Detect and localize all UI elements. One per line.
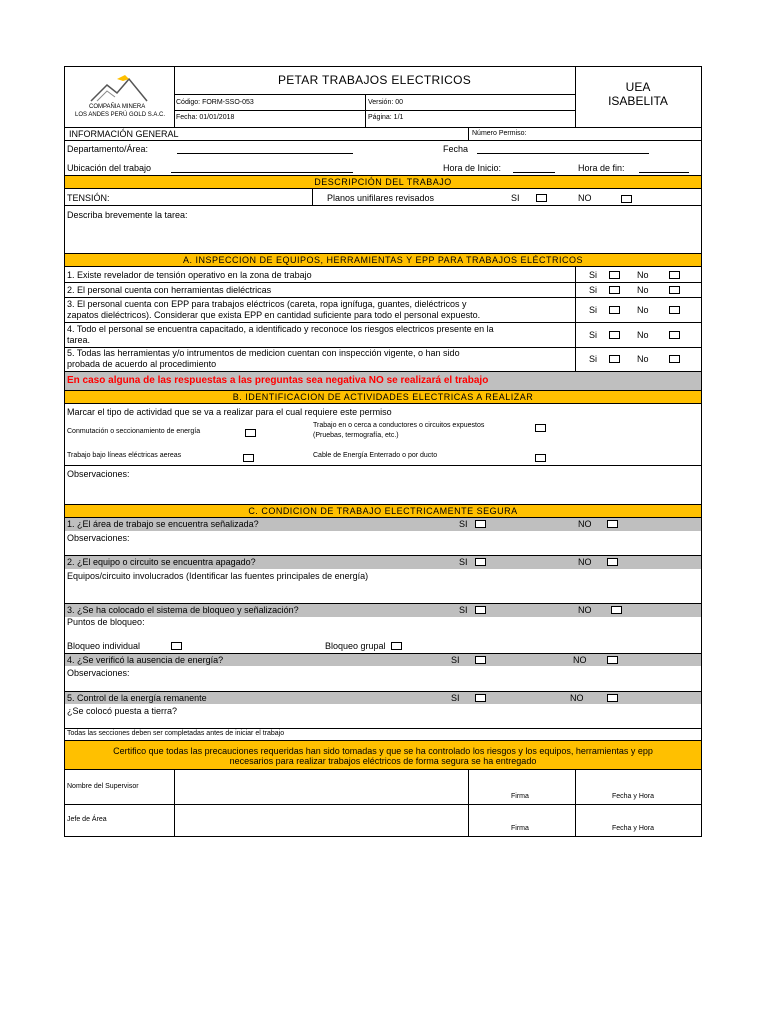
q5-si-checkbox[interactable] bbox=[475, 694, 486, 702]
form-code: Código: FORM-SSO-053 bbox=[176, 99, 254, 106]
group-lockout-checkbox[interactable] bbox=[391, 642, 402, 650]
form-version: Versión: 00 bbox=[368, 99, 404, 106]
supervisor-signature-field[interactable] bbox=[469, 771, 574, 803]
q1-observations-label: Observaciones: bbox=[67, 533, 130, 543]
supervisor-datetime-label: Fecha y Hora bbox=[612, 793, 655, 800]
divider bbox=[65, 205, 701, 206]
activity-buried-cable-label: Cable de Energía Enterrado o por ducto bbox=[313, 452, 438, 459]
item-5-no-label: No bbox=[637, 354, 649, 364]
diagrams-reviewed-label: Planos unifilares revisados bbox=[327, 193, 435, 203]
inspection-item-4: 4. Todo el personal se encuentra capacitado, a identificado y reconoce los riesgos electricos presente en la bbox=[67, 324, 494, 334]
q5-no-label: NO bbox=[570, 693, 584, 703]
supervisor-name-field[interactable] bbox=[175, 771, 467, 803]
q1-si-label: SI bbox=[459, 519, 468, 529]
task-description-field[interactable] bbox=[65, 219, 701, 251]
divider bbox=[468, 127, 469, 140]
area-chief-label: Jefe de Área bbox=[67, 816, 107, 823]
question-1: 1. ¿El área de trabajo se encuentra señalizada? bbox=[67, 519, 259, 529]
inspection-item-3: 3. El personal cuenta con EPP para trabajos eléctricos (careta, ropa ignífuga, guantes, dieléctricos y bbox=[67, 299, 467, 309]
item-1-no-checkbox[interactable] bbox=[669, 271, 680, 279]
general-info-label: INFORMACIÓN GENERAL bbox=[69, 129, 179, 139]
company-logo bbox=[73, 73, 169, 123]
activity-instructions: Marcar el tipo de actividad que se va a realizar para el cual requiere este permiso bbox=[67, 407, 392, 417]
item-4-no-label: No bbox=[637, 330, 649, 340]
q4-si-checkbox[interactable] bbox=[475, 656, 486, 664]
question-3: 3. ¿Se ha colocado el sistema de bloqueo y señalización? bbox=[67, 605, 299, 615]
divider bbox=[65, 282, 701, 283]
supervisor-signature-label: Firma bbox=[511, 793, 529, 800]
certification-band bbox=[65, 740, 701, 770]
warning-row bbox=[65, 372, 701, 390]
item-5-no-checkbox[interactable] bbox=[669, 355, 680, 363]
q2-si-label: SI bbox=[459, 557, 468, 567]
activity-exposed-conductors-sub: (Pruebas, termografía, etc.) bbox=[313, 432, 399, 439]
q4-si-label: SI bbox=[451, 655, 460, 665]
logo-line2: LOS ANDES PERÚ GOLD S.A.C. bbox=[75, 112, 166, 118]
q4-no-checkbox[interactable] bbox=[607, 656, 618, 664]
area-chief-datetime-field[interactable] bbox=[576, 805, 701, 837]
item-4-si-label: Si bbox=[589, 330, 598, 340]
q4-observations-label: Observaciones: bbox=[67, 668, 130, 678]
item-5-si-label: Si bbox=[589, 354, 598, 364]
inspection-item-4-cont: tarea. bbox=[67, 335, 91, 345]
form-date: Fecha: 01/01/2018 bbox=[176, 114, 235, 121]
activity-exposed-conductors-checkbox[interactable] bbox=[535, 424, 546, 432]
q3-si-label: SI bbox=[459, 605, 468, 615]
q1-no-label: NO bbox=[578, 519, 592, 529]
section-c-band: C. CONDICION DE TRABAJO ELECTRICAMENTE SEGURA bbox=[65, 504, 701, 518]
q3-no-label: NO bbox=[578, 605, 592, 615]
divider bbox=[312, 189, 313, 205]
date-label: Fecha bbox=[443, 144, 469, 154]
start-time-label: Hora de Inicio: bbox=[443, 163, 502, 173]
inspection-item-2: 2. El personal cuenta con herramientas dieléctricas bbox=[67, 285, 272, 295]
voltage-label: TENSIÓN: bbox=[67, 193, 110, 203]
start-time-field[interactable] bbox=[513, 172, 555, 173]
department-field[interactable] bbox=[177, 153, 353, 154]
section-a-band: A. INSPECCION DE EQUIPOS, HERRAMIENTAS Y EPP PARA TRABAJOS ELÉCTRICOS bbox=[65, 253, 701, 267]
end-time-label: Hora de fin: bbox=[578, 163, 625, 173]
site-name: ISABELITA bbox=[608, 94, 668, 108]
end-time-field[interactable] bbox=[639, 172, 689, 173]
q2-no-label: NO bbox=[578, 557, 592, 567]
divider bbox=[65, 728, 701, 729]
item-3-si-label: Si bbox=[589, 305, 598, 315]
area-chief-signature-label: Firma bbox=[511, 825, 529, 832]
divider bbox=[65, 297, 701, 298]
form-page: Página: 1/1 bbox=[368, 114, 404, 121]
divider bbox=[65, 465, 701, 466]
form-frame bbox=[64, 66, 702, 837]
q2-no-checkbox[interactable] bbox=[607, 558, 618, 566]
item-1-no-label: No bbox=[637, 270, 649, 280]
completion-note: Todas las secciones deben ser completadas antes de iniciar el trabajo bbox=[67, 730, 285, 737]
diagrams-no-label: NO bbox=[578, 193, 592, 203]
work-location-label: Ubicación del trabajo bbox=[67, 163, 152, 173]
uea-label: UEA bbox=[625, 80, 651, 94]
q5-grounding-label: ¿Se colocó puesta a tierra? bbox=[67, 706, 178, 716]
diagrams-si-label: SI bbox=[511, 193, 520, 203]
question-4: 4. ¿Se verificó la ausencia de energía? bbox=[67, 655, 224, 665]
q1-si-checkbox[interactable] bbox=[475, 520, 486, 528]
q3-si-checkbox[interactable] bbox=[475, 606, 486, 614]
divider bbox=[65, 322, 701, 323]
group-lockout-label: Bloqueo grupal bbox=[325, 641, 386, 651]
diagrams-si-checkbox[interactable] bbox=[536, 194, 547, 202]
q2-si-checkbox[interactable] bbox=[475, 558, 486, 566]
activity-overhead-lines-label: Trabajo bajo líneas eléctricas aereas bbox=[67, 452, 182, 459]
q3-no-checkbox[interactable] bbox=[611, 606, 622, 614]
divider bbox=[65, 140, 701, 141]
area-chief-datetime-label: Fecha y Hora bbox=[612, 825, 655, 832]
date-field[interactable] bbox=[477, 153, 649, 154]
item-4-si-checkbox[interactable] bbox=[609, 331, 620, 339]
individual-lockout-checkbox[interactable] bbox=[171, 642, 182, 650]
item-2-si-label: Si bbox=[589, 285, 598, 295]
description-band: DESCRIPCIÓN DEL TRABAJO bbox=[65, 175, 701, 189]
negative-answer-warning: En caso alguna de las respuestas a las preguntas sea negativa NO se realizará el trabajo bbox=[67, 375, 489, 386]
activity-buried-cable-checkbox[interactable] bbox=[535, 454, 546, 462]
section-b-observations-label: Observaciones: bbox=[67, 469, 130, 479]
q5-si-label: SI bbox=[451, 693, 460, 703]
inspection-item-5-cont: probada de acuerdo al procedimiento bbox=[67, 359, 217, 369]
section-b-band: B. IDENTIFICACION DE ACTIVIDADES ELECTRICAS A REALIZAR bbox=[65, 390, 701, 404]
supervisor-name-label: Nombre del Supervisor bbox=[67, 783, 139, 790]
area-chief-signature-field[interactable] bbox=[469, 805, 574, 837]
permit-number-label: Número Permiso: bbox=[472, 130, 527, 137]
inspection-item-1: 1. Existe revelador de tensión operativo en la zona de trabajo bbox=[67, 270, 312, 280]
item-2-no-checkbox[interactable] bbox=[669, 286, 680, 294]
mountain-logo-icon bbox=[73, 73, 169, 103]
logo-line1: COMPAÑIA MINERA bbox=[89, 104, 146, 110]
q1-no-checkbox[interactable] bbox=[607, 520, 618, 528]
certification-line-2: necesarios para realizar trabajos eléctricos de forma segura se ha entregado bbox=[229, 756, 537, 766]
inspection-item-5: 5. Todas las herramientas y/o intrumentos de medicion cuentan con inspección vigente, o han sido bbox=[67, 348, 460, 358]
item-4-no-checkbox[interactable] bbox=[669, 331, 680, 339]
activity-switching-checkbox[interactable] bbox=[245, 429, 256, 437]
item-2-si-checkbox[interactable] bbox=[609, 286, 620, 294]
task-description-label: Describa brevemente la tarea: bbox=[67, 210, 188, 220]
item-3-no-label: No bbox=[637, 305, 649, 315]
q3-lockout-points-label: Puntos de bloqueo: bbox=[67, 617, 145, 627]
area-chief-name-field[interactable] bbox=[175, 805, 467, 837]
supervisor-datetime-field[interactable] bbox=[576, 771, 701, 803]
divider bbox=[174, 94, 575, 95]
item-5-si-checkbox[interactable] bbox=[609, 355, 620, 363]
item-1-si-label: Si bbox=[589, 270, 598, 280]
question-2: 2. ¿El equipo o circuito se encuentra apagado? bbox=[67, 557, 256, 567]
q5-no-checkbox[interactable] bbox=[607, 694, 618, 702]
activity-switching-label: Conmutación o seccionamiento de energía bbox=[67, 428, 201, 435]
item-3-no-checkbox[interactable] bbox=[669, 306, 680, 314]
item-2-no-label: No bbox=[637, 285, 649, 295]
activity-overhead-lines-checkbox[interactable] bbox=[243, 454, 254, 462]
certification-line-1: Certifico que todas las precauciones requeridas han sido tomadas y que se ha controlado los riesgos y los equipos, herramientas y epp bbox=[113, 746, 653, 756]
individual-lockout-label: Bloqueo individual bbox=[67, 641, 141, 651]
form-title: PETAR TRABAJOS ELECTRICOS bbox=[277, 73, 472, 87]
question-5: 5. Control de la energía remanente bbox=[67, 693, 207, 703]
divider bbox=[65, 127, 701, 128]
divider bbox=[174, 110, 575, 111]
diagrams-no-checkbox[interactable] bbox=[621, 195, 632, 203]
activity-exposed-conductors-label: Trabajo en o cerca a conductores o circuitos expuestos bbox=[313, 422, 485, 429]
q4-no-label: NO bbox=[573, 655, 587, 665]
divider bbox=[365, 94, 366, 127]
item-3-si-checkbox[interactable] bbox=[609, 306, 620, 314]
department-label: Departamento/Área: bbox=[67, 144, 149, 154]
work-location-field[interactable] bbox=[171, 172, 353, 173]
inspection-item-3-cont: zapatos dieléctricos). Considerar que exista EPP en cantidad suficiente para todo el personal expuesto. bbox=[67, 310, 481, 320]
item-1-si-checkbox[interactable] bbox=[609, 271, 620, 279]
q2-equipment-label: Equipos/circuito involucrados (Identificar las fuentes principales de energía) bbox=[67, 571, 369, 581]
